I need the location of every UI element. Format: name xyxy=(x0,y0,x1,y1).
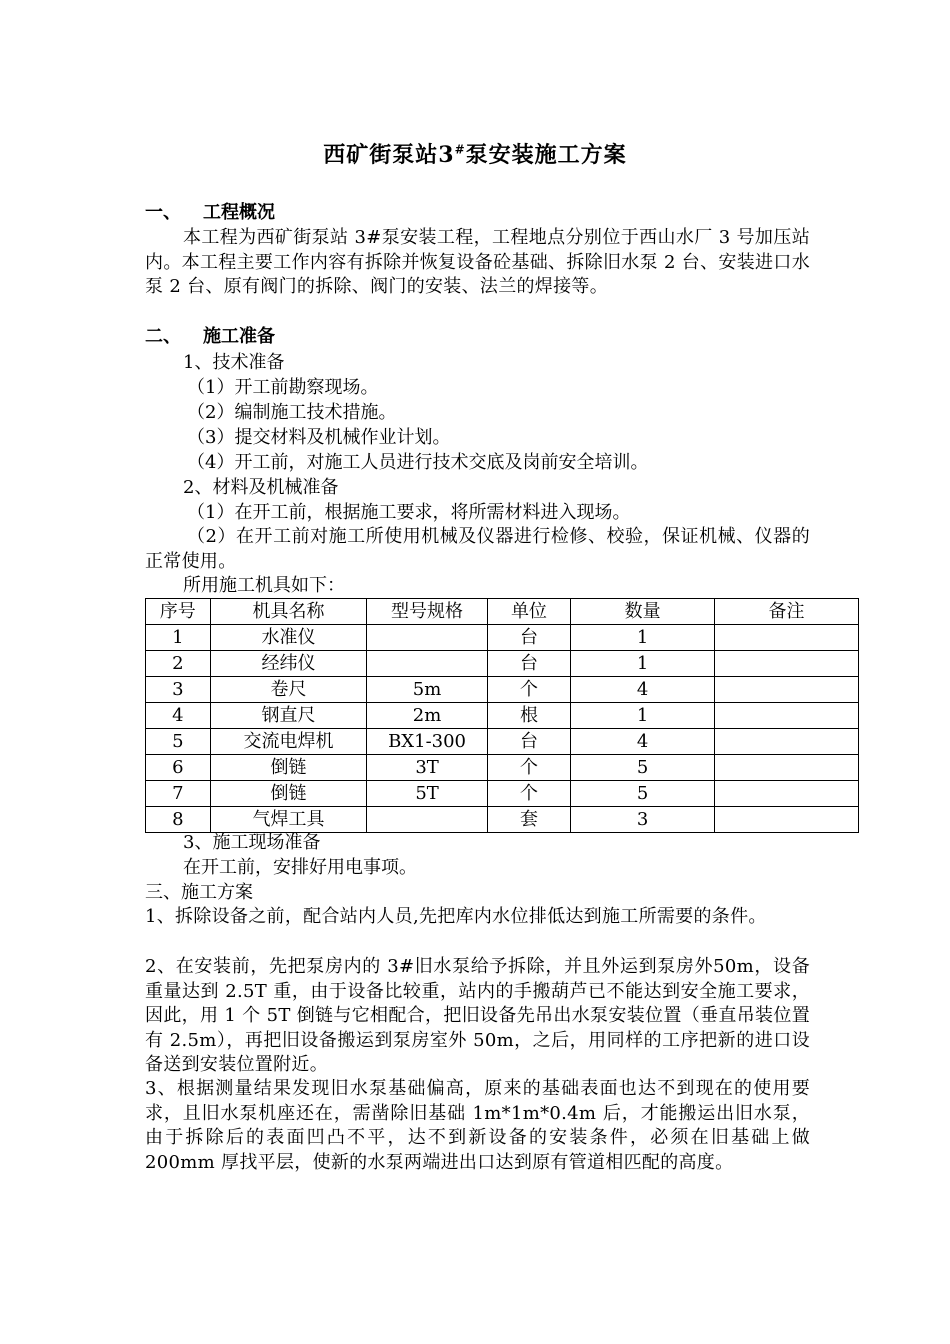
table-cell: 4 xyxy=(571,729,715,755)
material-prep-title: 2、材料及机械准备 xyxy=(183,477,339,498)
title-superscript: # xyxy=(454,142,466,157)
table-row xyxy=(146,729,859,755)
plan-paragraph-2: 2、在安装前，先把泵房内的 3#旧水泵给予拆除，并且外运到泵房外50m，设备重量达到 2.5T 重，由于设备比较重，站内的手搬葫芦已不能达到安全施工要求，因此，用 1 个 5T 倒链与它相配合，把旧设备先吊出水泵安装位置（垂直吊装位置有 2.5m），再把旧设备搬运到泵房室外 50m，之后，用同样的工序把新的进口设备送到安装位置附近。 xyxy=(145,956,810,1075)
table-cell xyxy=(715,781,859,807)
table-cell: 个 xyxy=(487,677,570,703)
table-cell: 个 xyxy=(487,781,570,807)
table-cell: 3 xyxy=(571,807,715,833)
title-main: 西矿街泵站3 xyxy=(323,142,455,168)
header-cell: 单位 xyxy=(487,599,570,625)
table-cell xyxy=(715,807,859,833)
header-cell: 型号规格 xyxy=(367,599,487,625)
table-cell xyxy=(367,807,487,833)
table-cell xyxy=(367,651,487,677)
site-prep-title: 3、施工现场准备 xyxy=(183,832,321,853)
section-2-label: 施工准备 xyxy=(203,326,275,347)
table-cell: 2 xyxy=(146,651,211,677)
table-row xyxy=(146,755,859,781)
title-rest: 泵安装施工方案 xyxy=(465,142,627,168)
table-cell: 2m xyxy=(367,703,487,729)
header-cell: 机具名称 xyxy=(210,599,367,625)
table-cell: 气焊工具 xyxy=(210,807,367,833)
table-cell: 5m xyxy=(367,677,487,703)
section-1-label: 工程概况 xyxy=(203,202,275,223)
table-row xyxy=(146,807,859,833)
table-cell: 8 xyxy=(146,807,211,833)
table-cell: 5 xyxy=(571,781,715,807)
table-cell: 4 xyxy=(146,703,211,729)
table-row xyxy=(146,703,859,729)
tech-item-4: （4）开工前，对施工人员进行技术交底及岗前安全培训。 xyxy=(187,452,649,473)
table-cell xyxy=(367,625,487,651)
table-header-row xyxy=(146,599,859,625)
plan-paragraph-1: 1、拆除设备之前，配合站内人员,先把库内水位排低达到施工所需要的条件。 xyxy=(145,906,767,927)
table-row xyxy=(146,625,859,651)
header-cell: 序号 xyxy=(146,599,211,625)
section-2-number: 二、 xyxy=(145,326,181,347)
section-2-heading xyxy=(145,324,860,350)
table-cell xyxy=(715,625,859,651)
table-row xyxy=(146,781,859,807)
table-cell: 3 xyxy=(146,677,211,703)
table-cell: 5T xyxy=(367,781,487,807)
header-cell: 备注 xyxy=(715,599,859,625)
table-cell: 倒链 xyxy=(210,755,367,781)
table-cell xyxy=(715,729,859,755)
table-cell: 5 xyxy=(146,729,211,755)
section-3-heading: 三、施工方案 xyxy=(145,882,253,903)
material-item-2: （2）在开工前对施工所使用机械及仪器进行检修、校验，保证机械、仪器的正常使用。 xyxy=(145,526,810,572)
table-row xyxy=(146,677,859,703)
table-cell xyxy=(715,677,859,703)
tech-item-2: （2）编制施工技术措施。 xyxy=(187,402,397,423)
tech-item-1: （1）开工前勘察现场。 xyxy=(187,377,379,398)
table-cell xyxy=(715,755,859,781)
table-cell: 1 xyxy=(571,703,715,729)
section-1-heading xyxy=(145,200,860,226)
table-cell: 台 xyxy=(487,729,570,755)
table-cell: 套 xyxy=(487,807,570,833)
table-cell: 个 xyxy=(487,755,570,781)
table-cell: 1 xyxy=(571,625,715,651)
document-title xyxy=(145,138,805,169)
table-cell: 6 xyxy=(146,755,211,781)
section-1-number: 一、 xyxy=(145,202,181,223)
table-cell: 倒链 xyxy=(210,781,367,807)
tech-item-3: （3）提交材料及机械作业计划。 xyxy=(187,427,451,448)
table-cell: 1 xyxy=(571,651,715,677)
table-cell: 1 xyxy=(146,625,211,651)
table-cell: 根 xyxy=(487,703,570,729)
material-item-1: （1）在开工前，根据施工要求，将所需材料进入现场。 xyxy=(187,502,631,523)
table-cell xyxy=(715,703,859,729)
table-cell: 经纬仪 xyxy=(210,651,367,677)
header-cell: 数量 xyxy=(571,599,715,625)
table-cell: 4 xyxy=(571,677,715,703)
site-prep-text: 在开工前，安排好用电事项。 xyxy=(183,857,417,878)
table-cell: 卷尺 xyxy=(210,677,367,703)
table-cell: 水准仪 xyxy=(210,625,367,651)
section-1-text: 本工程为西矿街泵站 3#泵安装工程，工程地点分别位于西山水厂 3 号加压站内。本工程主要工作内容有拆除并恢复设备砼基础、拆除旧水泵 2 台、安装进口水泵 2 台、原有阀门的拆除、阀门的安装、法兰的焊接等。 xyxy=(145,227,810,297)
table-cell: 钢直尺 xyxy=(210,703,367,729)
table-row xyxy=(146,651,859,677)
table-cell: 台 xyxy=(487,651,570,677)
tools-intro: 所用施工机具如下： xyxy=(183,575,345,596)
plan-paragraph-3: 3、根据测量结果发现旧水泵基础偏高，原来的基础表面也达不到现在的使用要求，且旧水泵机座还在，需凿除旧基础 1m*1m*0.4m 后，才能搬运出旧水泵，由于拆除后的表面凹凸不平，达不到新设备的安装条件，必须在旧基础上做 200mm 厚找平层，使新的水泵两端进出口达到原有管道相匹配的高度。 xyxy=(145,1078,810,1173)
table-cell: 5 xyxy=(571,755,715,781)
table-cell: 台 xyxy=(487,625,570,651)
tools-table xyxy=(145,598,859,833)
table-cell: 交流电焊机 xyxy=(210,729,367,755)
table-cell xyxy=(715,651,859,677)
table-cell: BX1-300 xyxy=(367,729,487,755)
table-cell: 3T xyxy=(367,755,487,781)
table-cell: 7 xyxy=(146,781,211,807)
tech-prep-title: 1、技术准备 xyxy=(183,352,285,373)
